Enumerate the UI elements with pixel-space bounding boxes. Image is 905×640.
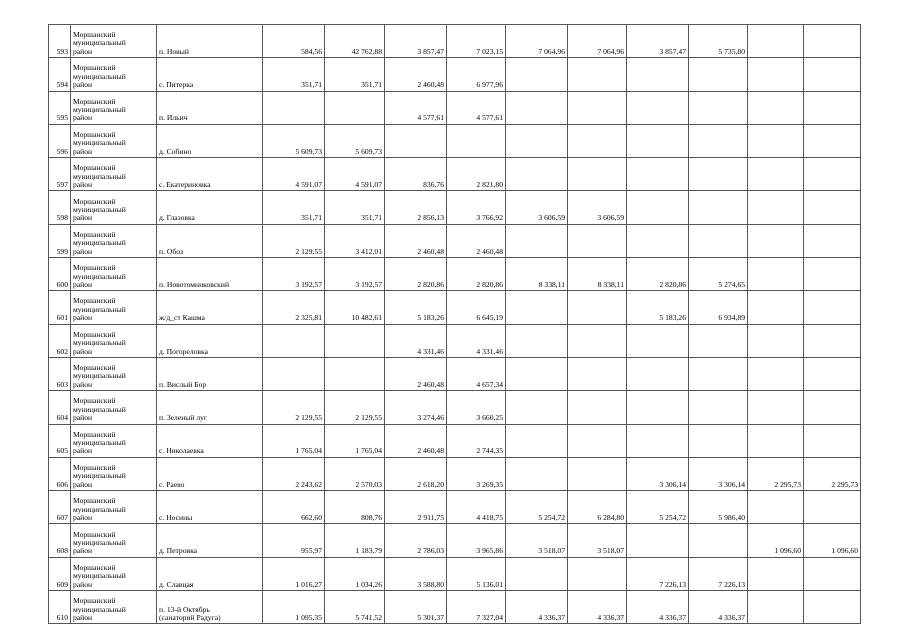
- value-cell: [447, 124, 506, 157]
- table-row: [49, 557, 861, 590]
- table-row: [49, 357, 861, 390]
- row-number: 602: [49, 324, 71, 357]
- table-row: [49, 324, 861, 357]
- value-cell: 808,76: [325, 491, 385, 524]
- value-cell: [568, 158, 627, 191]
- value-cell: 351,71: [263, 58, 325, 91]
- value-cell: [804, 391, 861, 424]
- value-cell: 3 857,47: [627, 25, 689, 58]
- value-cell: 2 325,81: [263, 291, 325, 324]
- value-cell: [804, 124, 861, 157]
- value-cell: 2 911,75: [385, 491, 447, 524]
- table-row: [49, 58, 861, 91]
- value-cell: [627, 524, 689, 557]
- value-cell: 2 295,73: [748, 457, 804, 490]
- table-row: [49, 457, 861, 490]
- district-cell: Моршанский муниципальный район: [71, 124, 157, 157]
- locality-cell: д. Погореловка: [157, 324, 263, 357]
- value-cell: 1 034,26: [325, 557, 385, 590]
- value-cell: [748, 91, 804, 124]
- locality-cell: п. Новотомниковский: [157, 258, 263, 291]
- value-cell: [748, 124, 804, 157]
- district-cell: Моршанский муниципальный район: [71, 457, 157, 490]
- value-cell: [506, 424, 568, 457]
- tariff-table: [48, 24, 861, 624]
- district-cell: Моршанский муниципальный район: [71, 324, 157, 357]
- row-number: 603: [49, 357, 71, 390]
- value-cell: [689, 524, 748, 557]
- value-cell: [804, 491, 861, 524]
- value-cell: [506, 557, 568, 590]
- value-cell: 836,76: [385, 158, 447, 191]
- locality-cell: д. Глазовка: [157, 191, 263, 224]
- value-cell: 5 986,40: [689, 491, 748, 524]
- value-cell: 2 460,48: [385, 357, 447, 390]
- value-cell: [568, 291, 627, 324]
- value-cell: [568, 324, 627, 357]
- value-cell: 2 460,48: [385, 424, 447, 457]
- value-cell: 2 295,73: [804, 457, 861, 490]
- value-cell: [506, 357, 568, 390]
- value-cell: [804, 158, 861, 191]
- value-cell: 2 856,13: [385, 191, 447, 224]
- district-cell: Моршанский муниципальный район: [71, 258, 157, 291]
- locality-cell: ж/д_ст Кашма: [157, 291, 263, 324]
- value-cell: [568, 91, 627, 124]
- value-cell: [804, 258, 861, 291]
- district-cell: Моршанский муниципальный район: [71, 557, 157, 590]
- table-row: [49, 424, 861, 457]
- value-cell: [804, 91, 861, 124]
- value-cell: 6 284,80: [568, 491, 627, 524]
- value-cell: 5 741,52: [325, 591, 385, 624]
- value-cell: 5 136,01: [447, 557, 506, 590]
- value-cell: [689, 324, 748, 357]
- district-cell: Моршанский муниципальный район: [71, 224, 157, 257]
- value-cell: 3 269,35: [447, 457, 506, 490]
- value-cell: 6 977,96: [447, 58, 506, 91]
- value-cell: 2 243,62: [263, 457, 325, 490]
- value-cell: [568, 424, 627, 457]
- value-cell: 1 096,60: [748, 524, 804, 557]
- value-cell: 4 336,37: [627, 591, 689, 624]
- table-row: [49, 224, 861, 257]
- value-cell: 7 064,96: [568, 25, 627, 58]
- value-cell: [627, 191, 689, 224]
- locality-cell: д. Петровка: [157, 524, 263, 557]
- value-cell: 1 765,04: [263, 424, 325, 457]
- value-cell: 4 336,37: [506, 591, 568, 624]
- value-cell: 10 482,61: [325, 291, 385, 324]
- district-cell: Моршанский муниципальный район: [71, 25, 157, 58]
- value-cell: 3 274,46: [385, 391, 447, 424]
- locality-cell: с. Раево: [157, 457, 263, 490]
- value-cell: [748, 324, 804, 357]
- value-cell: 2 460,48: [447, 224, 506, 257]
- value-cell: [568, 357, 627, 390]
- value-cell: 4 591,07: [325, 158, 385, 191]
- value-cell: 3 857,47: [385, 25, 447, 58]
- value-cell: [689, 424, 748, 457]
- table-row: [49, 591, 861, 624]
- value-cell: [804, 324, 861, 357]
- district-cell: Моршанский муниципальный район: [71, 491, 157, 524]
- value-cell: 2 821,80: [447, 158, 506, 191]
- value-cell: 4 331,46: [385, 324, 447, 357]
- value-cell: [748, 491, 804, 524]
- table-row: [49, 191, 861, 224]
- value-cell: 3 192,57: [263, 258, 325, 291]
- value-cell: 4 418,75: [447, 491, 506, 524]
- row-number: 600: [49, 258, 71, 291]
- value-cell: 4 577,61: [447, 91, 506, 124]
- value-cell: [385, 124, 447, 157]
- value-cell: 2 820,86: [627, 258, 689, 291]
- row-number: 599: [49, 224, 71, 257]
- value-cell: [804, 357, 861, 390]
- table-row: [49, 491, 861, 524]
- value-cell: 955,97: [263, 524, 325, 557]
- value-cell: [568, 557, 627, 590]
- value-cell: [748, 158, 804, 191]
- value-cell: 351,71: [325, 58, 385, 91]
- value-cell: [748, 357, 804, 390]
- value-cell: [689, 124, 748, 157]
- value-cell: [689, 158, 748, 191]
- value-cell: 4 336,37: [568, 591, 627, 624]
- value-cell: [748, 591, 804, 624]
- value-cell: 584,56: [263, 25, 325, 58]
- value-cell: [506, 91, 568, 124]
- value-cell: [804, 424, 861, 457]
- district-cell: Моршанский муниципальный район: [71, 357, 157, 390]
- district-cell: Моршанский муниципальный район: [71, 158, 157, 191]
- value-cell: 2 129,55: [263, 391, 325, 424]
- row-number: 604: [49, 391, 71, 424]
- value-cell: [804, 291, 861, 324]
- value-cell: 3 518,07: [506, 524, 568, 557]
- value-cell: [804, 591, 861, 624]
- locality-cell: п. Новый: [157, 25, 263, 58]
- value-cell: [263, 324, 325, 357]
- row-number: 601: [49, 291, 71, 324]
- district-cell: Моршанский муниципальный район: [71, 291, 157, 324]
- table-row: [49, 258, 861, 291]
- value-cell: 3 606,59: [568, 191, 627, 224]
- value-cell: [627, 158, 689, 191]
- locality-cell: п. Вислый Бор: [157, 357, 263, 390]
- locality-cell: д. Славцая: [157, 557, 263, 590]
- value-cell: [627, 391, 689, 424]
- value-cell: 2 460,48: [385, 58, 447, 91]
- table-row: [49, 91, 861, 124]
- value-cell: 3 518,07: [568, 524, 627, 557]
- value-cell: [748, 224, 804, 257]
- value-cell: 7 226,13: [689, 557, 748, 590]
- value-cell: [263, 357, 325, 390]
- value-cell: [748, 391, 804, 424]
- locality-cell: д. Собино: [157, 124, 263, 157]
- district-cell: Моршанский муниципальный район: [71, 591, 157, 624]
- value-cell: 5 254,72: [627, 491, 689, 524]
- table-row: [49, 524, 861, 557]
- value-cell: 5 183,26: [385, 291, 447, 324]
- row-number: 595: [49, 91, 71, 124]
- value-cell: [263, 91, 325, 124]
- value-cell: [506, 58, 568, 91]
- value-cell: [748, 291, 804, 324]
- value-cell: 3 192,57: [325, 258, 385, 291]
- value-cell: 5 254,72: [506, 491, 568, 524]
- locality-cell: с. Екатериновка: [157, 158, 263, 191]
- table-body: [49, 25, 861, 624]
- value-cell: [506, 124, 568, 157]
- value-cell: 2 820,86: [385, 258, 447, 291]
- table-row: [49, 158, 861, 191]
- value-cell: 2 820,86: [447, 258, 506, 291]
- row-number: 606: [49, 457, 71, 490]
- value-cell: 1 765,04: [325, 424, 385, 457]
- value-cell: 1 183,79: [325, 524, 385, 557]
- value-cell: [325, 357, 385, 390]
- value-cell: [748, 557, 804, 590]
- value-cell: [689, 91, 748, 124]
- value-cell: 3 606,59: [506, 191, 568, 224]
- value-cell: [804, 224, 861, 257]
- value-cell: 3 588,80: [385, 557, 447, 590]
- row-number: 609: [49, 557, 71, 590]
- value-cell: [627, 91, 689, 124]
- value-cell: [325, 91, 385, 124]
- row-number: 607: [49, 491, 71, 524]
- value-cell: 3 660,25: [447, 391, 506, 424]
- value-cell: [804, 191, 861, 224]
- row-number: 608: [49, 524, 71, 557]
- row-number: 605: [49, 424, 71, 457]
- value-cell: [568, 124, 627, 157]
- value-cell: [627, 124, 689, 157]
- value-cell: 7 327,04: [447, 591, 506, 624]
- row-number: 593: [49, 25, 71, 58]
- district-cell: Моршанский муниципальный район: [71, 391, 157, 424]
- value-cell: 5 183,26: [627, 291, 689, 324]
- value-cell: [568, 224, 627, 257]
- value-cell: [689, 357, 748, 390]
- value-cell: 4 591,07: [263, 158, 325, 191]
- value-cell: 2 129,55: [325, 391, 385, 424]
- value-cell: 42 762,88: [325, 25, 385, 58]
- value-cell: 3 766,92: [447, 191, 506, 224]
- value-cell: 6 934,89: [689, 291, 748, 324]
- value-cell: 5 274,65: [689, 258, 748, 291]
- value-cell: 3 306,14: [689, 457, 748, 490]
- value-cell: [627, 357, 689, 390]
- value-cell: 351,71: [325, 191, 385, 224]
- value-cell: 3 412,01: [325, 224, 385, 257]
- value-cell: [568, 58, 627, 91]
- value-cell: 4 657,34: [447, 357, 506, 390]
- value-cell: [325, 324, 385, 357]
- value-cell: [627, 424, 689, 457]
- value-cell: [506, 158, 568, 191]
- value-cell: [689, 58, 748, 91]
- value-cell: 7 226,13: [627, 557, 689, 590]
- value-cell: [689, 224, 748, 257]
- value-cell: 7 064,96: [506, 25, 568, 58]
- locality-cell: п. Ильич: [157, 91, 263, 124]
- value-cell: [748, 25, 804, 58]
- value-cell: [627, 58, 689, 91]
- table-row: [49, 25, 861, 58]
- value-cell: 1 016,27: [263, 557, 325, 590]
- value-cell: 1 095,35: [263, 591, 325, 624]
- value-cell: [804, 25, 861, 58]
- table-row: [49, 124, 861, 157]
- row-number: 597: [49, 158, 71, 191]
- value-cell: 2 786,03: [385, 524, 447, 557]
- value-cell: [689, 191, 748, 224]
- value-cell: [804, 557, 861, 590]
- value-cell: [804, 58, 861, 91]
- value-cell: [627, 324, 689, 357]
- row-number: 598: [49, 191, 71, 224]
- value-cell: [506, 291, 568, 324]
- value-cell: [748, 191, 804, 224]
- value-cell: 2 618,20: [385, 457, 447, 490]
- value-cell: [506, 224, 568, 257]
- table-row: [49, 391, 861, 424]
- value-cell: [748, 424, 804, 457]
- district-cell: Моршанский муниципальный район: [71, 91, 157, 124]
- value-cell: [506, 391, 568, 424]
- value-cell: 351,71: [263, 191, 325, 224]
- value-cell: 662,60: [263, 491, 325, 524]
- value-cell: 2 129,55: [263, 224, 325, 257]
- locality-cell: п. Зеленый луг: [157, 391, 263, 424]
- row-number: 596: [49, 124, 71, 157]
- locality-cell: с. Николаевка: [157, 424, 263, 457]
- value-cell: 5 735,80: [689, 25, 748, 58]
- value-cell: 3 965,86: [447, 524, 506, 557]
- table-row: [49, 291, 861, 324]
- value-cell: [627, 224, 689, 257]
- value-cell: 5 609,73: [263, 124, 325, 157]
- value-cell: 4 577,61: [385, 91, 447, 124]
- locality-cell: с. Питерка: [157, 58, 263, 91]
- value-cell: 3 306,14: [627, 457, 689, 490]
- value-cell: [506, 324, 568, 357]
- locality-cell: п. 13-й Октябрь (санаторий Радуга): [157, 591, 263, 624]
- value-cell: [568, 457, 627, 490]
- value-cell: 1 096,60: [804, 524, 861, 557]
- value-cell: [748, 258, 804, 291]
- value-cell: [689, 391, 748, 424]
- row-number: 594: [49, 58, 71, 91]
- value-cell: 4 336,37: [689, 591, 748, 624]
- value-cell: 6 645,19: [447, 291, 506, 324]
- value-cell: 2 744,35: [447, 424, 506, 457]
- value-cell: 2 570,03: [325, 457, 385, 490]
- value-cell: 8 338,11: [568, 258, 627, 291]
- value-cell: 2 460,48: [385, 224, 447, 257]
- locality-cell: п. Обоз: [157, 224, 263, 257]
- value-cell: [506, 457, 568, 490]
- district-cell: Моршанский муниципальный район: [71, 58, 157, 91]
- value-cell: 4 331,46: [447, 324, 506, 357]
- row-number: 610: [49, 591, 71, 624]
- value-cell: [568, 391, 627, 424]
- district-cell: Моршанский муниципальный район: [71, 524, 157, 557]
- district-cell: Моршанский муниципальный район: [71, 424, 157, 457]
- value-cell: 5 609,73: [325, 124, 385, 157]
- value-cell: 8 338,11: [506, 258, 568, 291]
- locality-cell: с. Носины: [157, 491, 263, 524]
- value-cell: 5 301,37: [385, 591, 447, 624]
- district-cell: Моршанский муниципальный район: [71, 191, 157, 224]
- value-cell: 7 023,15: [447, 25, 506, 58]
- value-cell: [748, 58, 804, 91]
